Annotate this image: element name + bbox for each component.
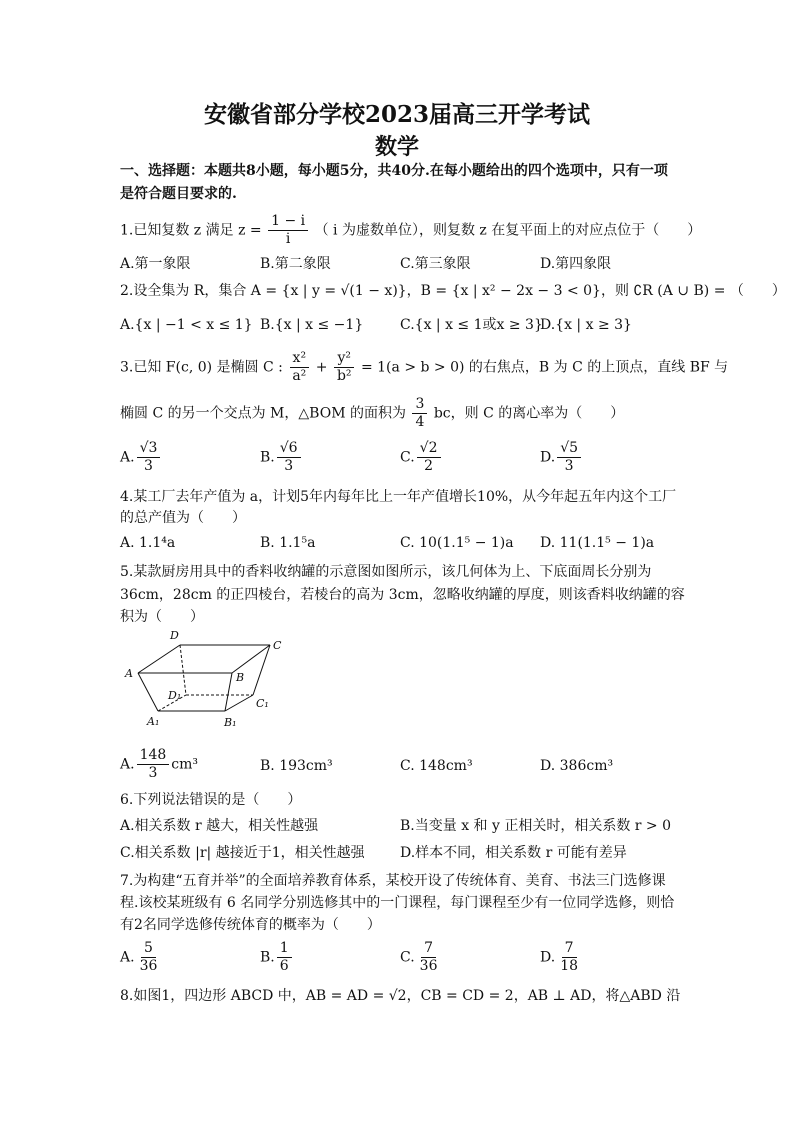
edge-AA1 <box>138 673 158 711</box>
q2-option-d: D.{x | x ≥ 3} <box>540 317 632 333</box>
edge-DD1 <box>180 645 186 695</box>
q7-option-b: B. $\frac{1}{6}$ <box>260 940 294 975</box>
q6-option-c: C.相关系数 |r| 越接近于1，相关性越强 <box>120 845 365 861</box>
question-5-line-2: 36cm，28cm 的正四棱台，若棱台的高为 3cm，忽略收纳罐的厚度，则该香料收纳罐的容 <box>120 587 685 603</box>
exam-title: 安徽省部分学校2023届高三开学考试 <box>203 101 590 128</box>
edge-AD <box>138 645 180 673</box>
label-A1: A₁ <box>147 715 160 728</box>
q6-option-b: B.当变量 x 和 y 正相关时，相关系数 r > 0 <box>400 818 672 834</box>
question-8-line-1: 8.如图1，四边形 ABCD 中，AB = AD = √2，CB = CD = 2，AB ⊥ AD，将△ABD 沿 <box>120 988 681 1004</box>
q4-option-b: B. 1.1⁵a <box>260 535 316 551</box>
q3-option-a: A. $\frac{√3}{3}$ <box>120 440 162 475</box>
question-7-line-3: 有2名同学选修传统体育的概率为（ ） <box>120 917 381 933</box>
q2-option-b: B.{x | x ≤ −1} <box>260 317 364 333</box>
frustum-figure <box>120 625 300 735</box>
q3-option-c: C. $\frac{√2}{2}$ <box>400 440 443 475</box>
question-1-stem: 1.已知复数 z 满足 z = $\frac{1 - i}{i}$ （ i 为虚数单位），则复数 z 在复平面上的对应点位于（ ） <box>120 213 702 247</box>
section-instructions: 一、选择题：本题共8小题，每小题5分，共40分.在每小题给出的四个选项中，只有一项是符合题目要求的. <box>120 163 668 202</box>
edge-BB1 <box>225 673 232 711</box>
edge-B1C1 <box>225 695 253 711</box>
question-6-stem: 6.下列说法错误的是（ ） <box>120 792 302 808</box>
edge-CC1 <box>253 645 270 695</box>
q2-option-c: C.{x | x ≤ 1或x ≥ 3} <box>400 317 543 333</box>
q6-option-d: D.样本不同，相关系数 r 可能有差异 <box>400 845 627 861</box>
question-2-stem: 2.设全集为 R，集合 A = {x | y = √(1 − x)}，B = {x | x² − 2x − 3 < 0}，则 ∁R (A ∪ B) = （ ） <box>120 283 786 299</box>
q3-option-b: B. $\frac{√6}{3}$ <box>260 440 303 475</box>
question-7-line-1: 7.为构建“五育并举”的全面培养教育体系，某校开设了传统体育、美育、书法三门选修课 <box>120 873 666 889</box>
question-7-line-2: 程.该校某班级有 6 名同学分别选修其中的一门课程，每门课程至少有一位同学选修，则恰 <box>120 895 675 911</box>
label-D1: D₁ <box>168 689 182 702</box>
exam-subject: 数学 <box>374 134 419 160</box>
q4-option-d: D. 11(1.1⁵ − 1)a <box>540 535 655 551</box>
question-5-line-3: 积为（ ） <box>120 609 204 625</box>
label-D: D <box>170 629 179 642</box>
label-B1: B₁ <box>224 716 237 729</box>
question-4-line-1: 4.某工厂去年产值为 a，计划5年内每年比上一年产值增长10%，从今年起五年内这个工厂 <box>120 489 677 505</box>
q1-option-b: B.第二象限 <box>260 256 331 272</box>
q4-option-a: A. 1.1⁴a <box>120 535 176 551</box>
q1-fraction: $\frac{1 - i}{i}$ <box>268 213 308 248</box>
label-C: C <box>273 639 282 652</box>
label-C1: C₁ <box>256 697 269 710</box>
q5-option-c: C. 148cm³ <box>400 758 473 774</box>
q1-option-a: A.第一象限 <box>120 256 191 272</box>
q4-option-c: C. 10(1.1⁵ − 1)a <box>400 535 514 551</box>
label-B: B <box>236 671 245 684</box>
q5-option-a: A. $\frac{148}{3}$ cm³ <box>120 747 199 781</box>
q1-option-c: C.第三象限 <box>400 256 471 272</box>
q1-option-d: D.第四象限 <box>540 256 612 272</box>
question-4-line-2: 的总产值为（ ） <box>120 510 246 526</box>
q3-option-d: D. $\frac{√5}{3}$ <box>540 440 583 475</box>
q6-option-a: A.相关系数 r 越大，相关性越强 <box>120 818 319 834</box>
q2-option-a: A.{x | −1 < x ≤ 1} <box>120 317 253 333</box>
label-A: A <box>125 667 133 680</box>
q7-option-c: C. $\frac{7}{36}$ <box>400 940 438 974</box>
question-3-line-1: 3.已知 F(c, 0) 是椭圆 C : $\frac{\text{x²}}{\text{a²}}$ + $\frac{\text{y²}}{\text{b²}}$ = 1(a > b > 0) 的右焦点，B 为 C 的上顶点，直线 BF 与 <box>120 350 729 384</box>
edge-CB <box>232 645 270 673</box>
q5-option-d: D. 386cm³ <box>540 758 614 774</box>
q5-option-b: B. 193cm³ <box>260 758 333 774</box>
question-3-line-2: 椭圆 C 的另一个交点为 M，△BOM 的面积为 $\frac{3}{4}$ bc，则 C 的离心率为（ ） <box>120 396 625 430</box>
q7-option-a: A. $\frac{5}{36}$ <box>120 940 158 974</box>
question-5-line-1: 5.某款厨房用具中的香料收纳罐的示意图如图所示，该几何体为上、下底面周长分别为 <box>120 564 652 580</box>
q7-option-d: D. $\frac{7}{18}$ <box>540 940 579 974</box>
